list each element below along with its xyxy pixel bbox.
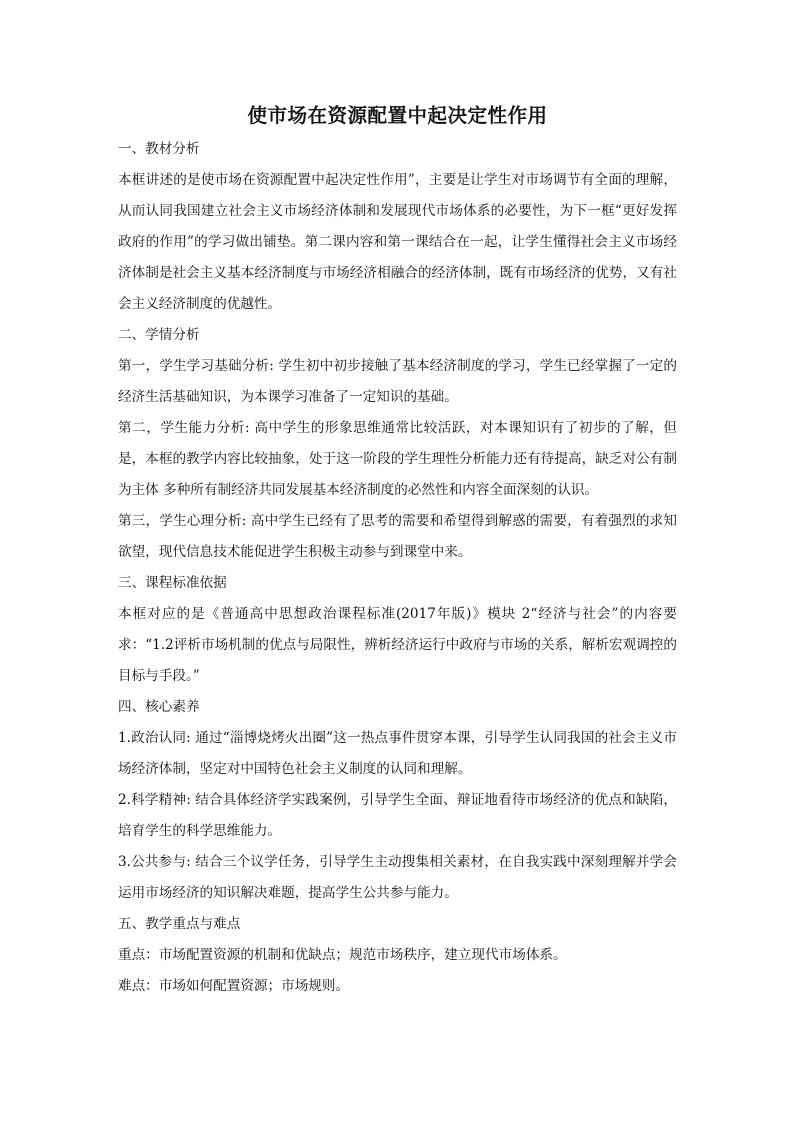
paragraph-textbook-analysis: 本框讲述的是使市场在资源配置中起决定性作用”，主要是让学生对市场调节有全面的理解，从而认同我国建立社会主义市场经济体制和发展现代市场体系的必要性，为下一框“更好发挥政府的作用”的学习做出铺垫。第二课内容和第一课结合在一起，让学生懂得社会主义市场经济体制是社会主义基本经济制度与市场经济相融合的经济体制，既有市场经济的优势，又有社会主义经济制度的优越性。 — [118, 172, 677, 312]
paragraph-curriculum-standard: 本框对应的是《普通高中思想政治课程标准(2017年版)》模块 2“经济与社会”的内容要求：“1.2评析市场机制的优点与局限性，辨析经济运行中政府与市场的关系，解析宏观调控的目标与手段。” — [118, 606, 677, 684]
paragraph-psychology-analysis: 第三，学生心理分析: 高中学生已经有了思考的需要和希望得到解惑的需要，有着强烈的求知欲望，现代信息技术能促进学生积极主动参与到课堂中来。 — [118, 513, 677, 560]
paragraph-key-points: 重点：市场配置资源的机制和优缺点；规范市场秩序，建立现代市场体系。 — [118, 947, 567, 963]
paragraph-public-participation: 3.公共参与: 结合三个议学任务，引导学生主动搜集相关素材，在自我实践中深刻理解并学会运用市场经济的知识解决难题，提高学生公共参与能力。 — [118, 854, 677, 901]
paragraph-scientific-spirit: 2.科学精神: 结合具体经济学实践案例，引导学生全面、辩证地看待市场经济的优点和缺陷，培育学生的科学思维能力。 — [118, 792, 677, 839]
section-heading-key-difficult-points: 五、教学重点与难点 — [118, 916, 241, 932]
section-heading-curriculum-standard: 三、课程标准依据 — [118, 575, 227, 591]
paragraph-learning-foundation: 第一，学生学习基础分析: 学生初中初步接触了基本经济制度的学习，学生已经掌握了一定的经济生活基础知识，为本课学习准备了一定知识的基础。 — [118, 358, 677, 405]
paragraph-ability-analysis: 第二，学生能力分析: 高中学生的形象思维通常比较活跃，对本课知识有了初步的了解，但是，本框的教学内容比较抽象，处于这一阶段的学生理性分析能力还有待提高，缺乏对公有制为主体 多种所有制经济共同发展基本经济制度的必然性和内容全面深刻的认识。 — [118, 420, 677, 498]
paragraph-political-identity: 1.政治认同: 通过“淄博烧烤火出圈”这一热点事件贯穿本课，引导学生认同我国的社会主义市场经济体制，坚定对中国特色社会主义制度的认同和理解。 — [118, 730, 677, 777]
section-heading-student-analysis: 二、学情分析 — [118, 327, 200, 343]
paragraph-difficult-points: 难点：市场如何配置资源；市场规则。 — [118, 978, 350, 994]
section-heading-textbook-analysis: 一、教材分析 — [118, 141, 200, 157]
page-title: 使市场在资源配置中起决定性作用 — [247, 104, 548, 127]
section-heading-core-literacy: 四、核心素养 — [118, 699, 200, 715]
